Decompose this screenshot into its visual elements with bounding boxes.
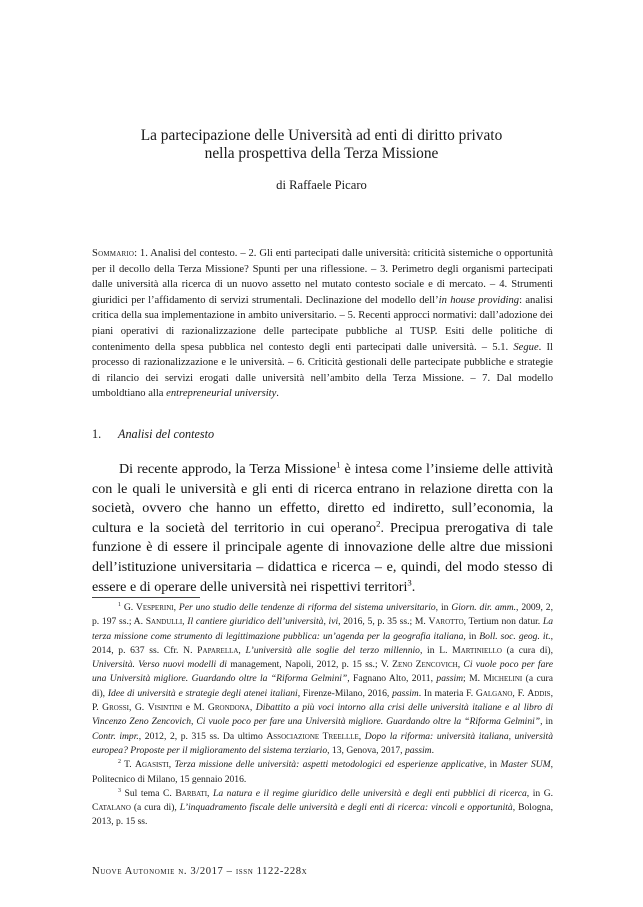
table-of-contents-summary: Sommario: 1. Analisi del contesto. – 2. Gli enti partecipati dalle università: criticità sistemiche o opportunità per il decollo della Terza Missione? Spunti per una riflessione. – 3. Perimetro degli organismi partecipati dalle università alla ricerca di un nuovo assetto nel mutato contesto sociale e di mercato. – 4. Strumenti giuridici per l’affidamento di servizi strumentali. Declinazione del modello dell’in house providing: analisi critica della sua implementazione in ambito universitario. – 5. Recenti approcci normativi: dall’adozione dei piani operativi di razionalizzazione delle partecipate pubbliche al TUSP. Esiti delle politiche di contenimento della spesa pubblica nel contesto degli enti partecipati dalle università. – 5.1. Segue. Il processo di razionalizzazione e le università. – 6. Criticità gestionali delle partecipate pubbliche e strategie di rilancio dei servizi erogati dalle università nell’ambito della Terza Missione. – 7. Dal modello umboldtiano alla entrepreneurial university.: [92, 248, 553, 400]
body-paragraph: Di recente approdo, la Terza Missione$^1$ è intesa come l’insieme delle attività con le quali le università e gli enti di ricerca entrano in relazione diretta con la società, ovvero che hanno un effetto, diretto ed indiretto, sull’economia, la cultura e la società del territorio in cui operano$^2$. Precipua prerogativa di tale funzione è di essere il principale agente di innovazione delle altre due missioni dell’istituzione universitaria – didattica e ricerca – e, quindi, del modo stesso di essere e di operare delle università nei rispettivi territori$^3$.: [92, 459, 554, 595]
footnote-2: $^2$ T. Agasisti, Terza missione delle università: aspetti metodologici ed esperienze applicative, in Master SUM, Politecnico di Milano, 15 gennaio 2016.: [92, 759, 553, 785]
summary-label: Sommario: [92, 248, 135, 259]
title-line-2: nella prospettiva della Terza Missione: [204, 145, 439, 162]
section-number: 1.: [92, 427, 102, 441]
title-line-1: La partecipazione delle Università ad enti di diritto privato: [140, 127, 503, 144]
section-heading: [92, 427, 214, 442]
author-byline: di Raffaele Picaro: [276, 178, 367, 192]
footnote-ref-3[interactable]: 3: [407, 576, 412, 587]
article-title: [90, 127, 553, 163]
footnotes: [92, 601, 553, 830]
footnote-3: $^3$ Sul tema C. Barbati, La natura e il regime giuridico delle università e degli enti pubblici di ricerca, in G. Catalano (a cura di), L’inquadramento fiscale delle università e degli enti di ricerca: vincoli e opportunità, Bologna, 2013, p. 15 ss.: [92, 787, 554, 828]
journal-footer: Nuove Autonomie n. 3/2017 – issn 1122-228x: [92, 866, 308, 877]
footnote-ref-2[interactable]: 2: [376, 518, 381, 529]
section-title: Analisi del contesto: [118, 427, 215, 441]
footnote-1: $^1$ G. Vesperini, Per uno studio delle tendenze di riforma del sistema universitario, in Giorn. dir. amm., 2009, 2, p. 197 ss.; A. Sandulli, Il cantiere giuridico dell’università, ivi, 2016, 5, p. 35 ss.; M. Varotto, Tertium non datur. La terza missione come strumento di legittimazione pubblica: un’agenda per la geografia italiana, in Boll. soc. geog. it., 2014, p. 637 ss. Cfr. N. Paparella, L’università alle soglie del terzo millennio, in L. Martiniello (a cura di), Università. Verso nuovi modelli di management, Napoli, 2012, p. 15 ss.; V. Zeno Zencovich, Ci vuole poco per fare una Università migliore. Guardando oltre la “Riforma Gelmini”, Fagnano Alto, 2011, passim; M. Michelini (a cura di), Idee di università e strategie degli atenei italiani, Firenze-Milano, 2016, passim. In materia F. Galgano, F. Addis, P. Grossi, G. Visintini e M. Grondona, Dibattito a più voci intorno alla crisi delle università italiane e al libro di Vincenzo Zeno Zencovich, Ci vuole poco per fare una Università migliore. Guardando oltre la “Riforma Gelmini”, in Contr. impr., 2012, 2, p. 315 ss. Da ultimo Associazione Treellle, Dopo la riforma: università italiana, università europea? Proposte per il miglioramento del sistema terziario, 13, Genova, 2017, passim.: [92, 601, 554, 756]
footnote-separator: [92, 597, 200, 598]
footnote-ref-1[interactable]: 1: [336, 459, 341, 470]
